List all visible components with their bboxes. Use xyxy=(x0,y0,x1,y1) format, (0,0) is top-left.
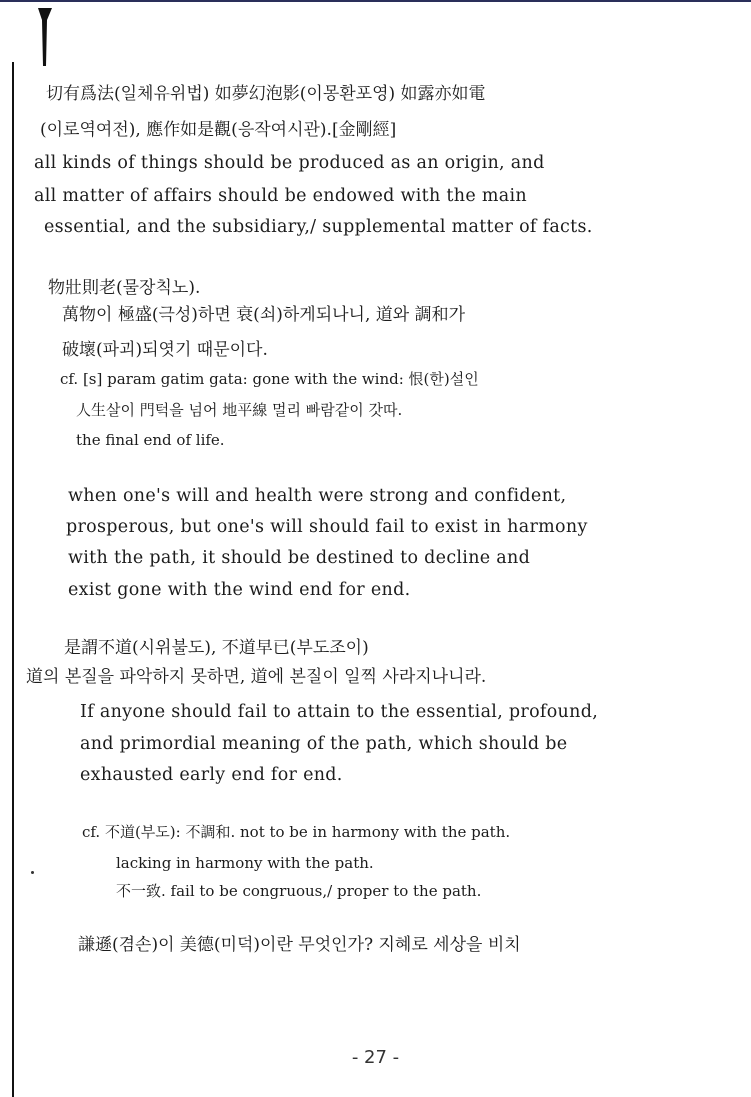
text-line: exist gone with the wind end for end. xyxy=(68,580,411,600)
text-line: all matter of affairs should be endowed with the main xyxy=(34,186,527,206)
text-line: 道의 본질을 파악하지 못하면, 道에 본질이 일찍 사라지나니라. xyxy=(26,667,487,687)
text-line: exhausted early end for end. xyxy=(80,765,343,785)
text-line: lacking in harmony with the path. xyxy=(116,854,374,872)
text-line: prosperous, but one's will should fail to exist in harmony xyxy=(66,517,588,537)
text-line: all kinds of things should be produced as an origin, and xyxy=(34,153,545,173)
text-line: essential, and the subsidiary,/ supplemental matter of facts. xyxy=(44,217,593,237)
text-line: 萬物이 極盛(극성)하면 衰(쇠)하게되나니, 道와 調和가 xyxy=(62,305,466,325)
text-line: cf. 不道(부도): 不調和. not to be in harmony with the path. xyxy=(82,823,511,841)
scan-artifact-mark xyxy=(34,6,56,68)
stray-mark xyxy=(31,871,34,874)
text-line: 物壯則老(물장칙노). xyxy=(48,278,201,298)
text-line: the final end of life. xyxy=(76,431,225,449)
binding-edge xyxy=(12,62,14,1097)
text-line: cf. [s] param gatim gata: gone with the wind: 恨(한)설인 xyxy=(60,370,479,388)
text-line: when one's will and health were strong and confident, xyxy=(68,486,567,506)
page-number: - 27 - xyxy=(351,1047,400,1068)
text-line: 破壞(파괴)되엿기 때문이다. xyxy=(62,340,268,360)
text-line: 人生살이 門턱을 넘어 地平線 멀리 빠람같이 갓따. xyxy=(76,401,403,419)
text-line: 切有爲法(일체유위법) 如夢幻泡影(이몽환포영) 如露亦如電 xyxy=(46,84,486,104)
text-line: (이로역여전), 應作如是觀(응작여시관).[金剛經] xyxy=(40,120,397,140)
text-line: If anyone should fail to attain to the essential, profound, xyxy=(80,702,599,722)
text-line: 謙遜(겸손)이 美德(미덕)이란 무엇인가? 지혜로 세상을 비치 xyxy=(78,935,521,955)
text-line: with the path, it should be destined to decline and xyxy=(68,548,531,568)
text-line: 不一致. fail to be congruous,/ proper to the path. xyxy=(116,882,482,900)
text-line: 是謂不道(시위불도), 不道早已(부도조이) xyxy=(64,638,369,658)
text-line: and primordial meaning of the path, which should be xyxy=(80,734,568,754)
